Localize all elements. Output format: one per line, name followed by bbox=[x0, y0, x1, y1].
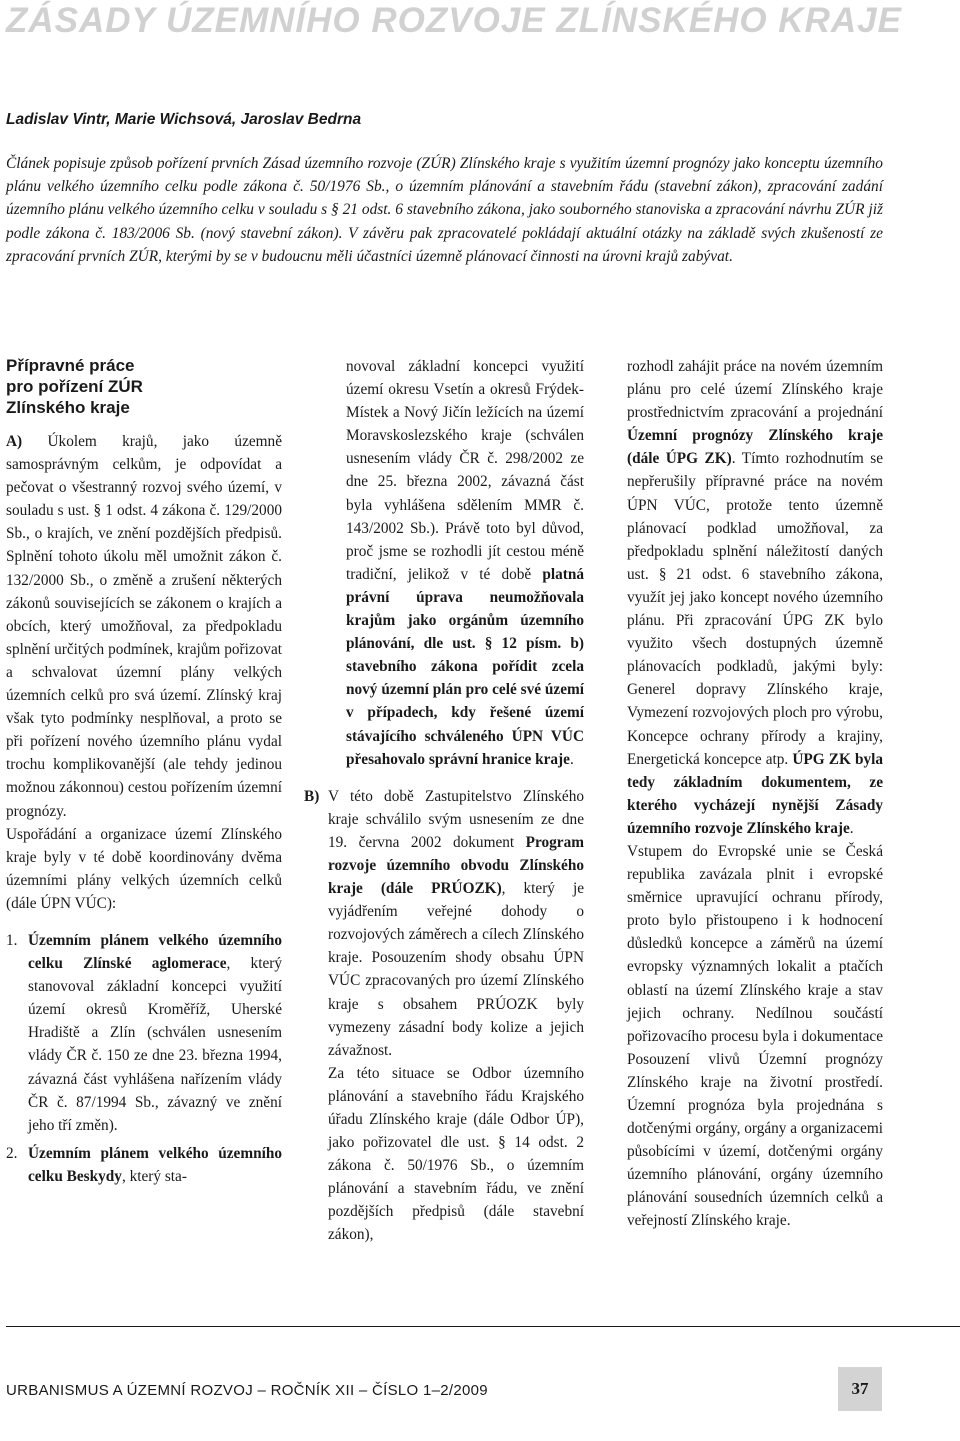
paragraph-a-label: A) bbox=[6, 433, 23, 450]
paragraph-b-text-end: , který je vyjádřením veřejné dohody o rozvojových záměrech a cílech Zlínského kraje. Posouzením shody obsahu ÚPN VÚC zpracovaných pro území Zlínského kraje s obsahem PRÚOZK byly vymezeny zásadní body kolize a jejich závažnost. bbox=[328, 880, 584, 1059]
column-3 bbox=[627, 355, 883, 1233]
paragraph-eu: Vstupem do Evropské unie se Česká republika zavázala plnit i evropské směrnice upravující ochranu přírody, proto bylo přistoupeno i k hodnocení důsledků koncepce a záměrů na území evropsky významných lokalit a ptačích oblastí na území Zlínského kraje a stav jejich ochrany. Nedílnou součástí pořizovacího procesu byla i dokumentace Posouzení vlivů Územní prognózy Zlínského kraje na životní prostředí. Územní prognóza byla projednána s dotčenými orgány, orgány a organizacemi působícími v území, dotčenými orgány územního plánování, orgány územního plánování sousedních územních celků a veřejností Zlínského kraje. bbox=[627, 842, 883, 1230]
paragraph-bold: Územní prognózy Zlínského kraje (dále ÚPG ZK) bbox=[627, 427, 883, 468]
paragraph-a bbox=[6, 430, 282, 823]
page-number-box bbox=[838, 1367, 882, 1411]
paragraph-b-text: V této době Zastupitelstvo Zlínského kraje schválilo svým usnesením ze dne 19. června 2002 dokument bbox=[328, 787, 584, 851]
column-2 bbox=[304, 355, 584, 1247]
list-item bbox=[6, 929, 282, 1137]
footer-rule bbox=[6, 1326, 960, 1327]
paragraph-bold: ÚPG ZK byla tedy základním dokumentem, ze kterého vycházejí nynější Zásady územního rozvoje Zlínského kraje bbox=[627, 750, 883, 837]
section-heading-line: Zlínského kraje bbox=[6, 398, 130, 417]
section-heading bbox=[6, 355, 282, 418]
paragraph-prognosis bbox=[627, 355, 883, 840]
article-title: ZÁSADY ÚZEMNÍHO ROZVOJE ZLÍNSKÉHO KRAJE bbox=[6, 1, 902, 40]
paragraph-b-label: B) bbox=[304, 787, 320, 805]
paragraph-b bbox=[304, 785, 584, 1062]
paragraph-text: . Tímto rozhodnutím se nepřerušily přípravné práce na novém ÚPN VÚC, protože tento územně plánovací podklad umožňoval, za předpokladu splnění náležitostí daných ust. § 21 odst. 6 stavebního zákona, využít jej jako koncept nového územního plánu. Při zpracování ÚPG ZK bylo využito všech dostupných územně plánovacích podkladů, jakými byly: Generel dopravy Zlínského kraje, Vymezení rozvojových ploch pro výrobu, Koncepce ochrany přírody a krajiny, Energetická koncepce atp. bbox=[627, 450, 883, 768]
paragraph-coordination: Uspořádání a organizace území Zlínského kraje byly v té době koordinovány dvěma územními plány velkých územních celků (dále ÚPN VÚC): bbox=[6, 825, 282, 912]
paragraph-a-text: Úkolem krajů, jako územně samosprávným celkům, je odpovídat a pečovat o všestranný rozvoj svého území, v souladu s ust. § 1 odst. 4 zákona č. 129/2000 Sb., o krajích, ve znění pozdějších předpisů. Splnění tohoto úkolu měl umožnit zákon č. 132/2000 Sb., o změně a zrušení některých zákonů souvisejících se zákonem o krajích a obcích, který umožňoval, za předpokladu splnění určitých podmínek, krajům pořizovat a schvalovat územní plány velkých územních celků pro svá území. Zlínský kraj však tyto podmínky nesplňoval, a proto se při pořízení nového územního plánu vydal trochu komplikovanější (ale tehdy jedinou možnou zákonnou) cestou pořízením územní prognózy. bbox=[6, 433, 282, 820]
list-item-text: , který sta- bbox=[121, 1167, 187, 1185]
paragraph-text: novoval základní koncepci využití území okresu Vsetín a okresů Frýdek-Místek a Nový Jičín ležících na území Moravskoslezského kraje (schválen usnesením vlády ČR č. 298/2002 ze dne 25. března 2002, závazná část byla vyhlášena sdělením MMR č. 143/2002 Sb.). Právě toto byl důvod, proč jsme se rozhodli jít cestou méně tradiční, jelikož v té době bbox=[346, 358, 584, 583]
section-heading-line: pro pořízení ZÚR bbox=[6, 377, 143, 396]
paragraph-situation: Za této situace se Odbor územního plánování a stavebního řádu Krajského úřadu Zlínského kraje (dále Odbor ÚP), jako pořizovatel dle ust. § 14 odst. 2 zákona č. 50/1976 Sb., o územním plánování a stavebním řádu, ve znění pozdějších předpisů (dále stavební zákon), bbox=[328, 1064, 584, 1244]
list-item-number: 1. bbox=[6, 931, 18, 949]
plan-list bbox=[6, 929, 282, 1188]
list-item bbox=[6, 1142, 282, 1188]
footer-text: URBANISMUS A ÚZEMNÍ ROZVOJ – ROČNÍK XII – ČÍSLO 1–2/2009 bbox=[6, 1382, 488, 1399]
paragraph-bold: platná právní úprava neumožňovala krajům jako orgánům územního plánování, dle ust. § 12 písm. b) stavebního zákona pořídit zcela nový územní plán pro celé své území v případech, kdy řešené území stávajícího schváleného ÚPN VÚC přesahovalo správní hranice kraje bbox=[346, 565, 584, 768]
column-1 bbox=[6, 355, 282, 1188]
list-item-number: 2. bbox=[6, 1144, 18, 1162]
paragraph-text-end: . bbox=[569, 750, 574, 768]
section-heading-line: Přípravné práce bbox=[6, 356, 135, 375]
paragraph-text-end: . bbox=[849, 819, 854, 837]
list-item-bold: Územním plánem velkého územního celku Zlínské aglomerace bbox=[28, 931, 282, 973]
page-number: 37 bbox=[851, 1379, 869, 1398]
paragraph-b-bold: Program rozvoje územního obvodu Zlínského kraje (dále PRÚOZK) bbox=[328, 833, 584, 898]
article-authors: Ladislav Vintr, Marie Wichsová, Jaroslav Bedrna bbox=[6, 111, 362, 128]
list-item-bold: Územním plánem velkého územního celku Beskydy bbox=[28, 1144, 282, 1185]
article-abstract: Článek popisuje způsob pořízení prvních Zásad územního rozvoje (ZÚR) Zlínského kraje s využitím územní prognózy jako konceptu územního plánu velkého územního celku podle zákona č. 50/1976 Sb., o územním plánování a stavebním řádu (stavební zákon), zpracování zadání územního plánu velkého územního celku v souladu s § 21 odst. 6 stavebního zákona, jako souborného stanoviska a zpracování návrhu ZÚR již podle zákona č. 183/2006 Sb. (nový stavební zákon). V závěru pak zpracovatelé pokládají aktuální otázky na základě svých zkušeností ze zpracování prvních ZÚR, kterými by se v budoucnu měli účastníci územně plánovací činnosti na úrovni krajů zabývat. bbox=[6, 155, 883, 265]
list-item-text: , který stanovoval základní koncepci využití území okresů Kroměříž, Uherské Hradiště a Zlín (schválen usnesením vlády ČR č. 150 ze dne 23. března 1994, závazná část vyhlášena nařízením vlády ČR č. 87/1994 Sb., závazný ve znění jeho tří změn). bbox=[28, 955, 282, 1134]
paragraph-continued bbox=[304, 355, 584, 771]
paragraph-text: rozhodl zahájit práce na novém územním plánu pro celé území Zlínského kraje prostřednictvím zpracování a projednání bbox=[627, 358, 883, 422]
